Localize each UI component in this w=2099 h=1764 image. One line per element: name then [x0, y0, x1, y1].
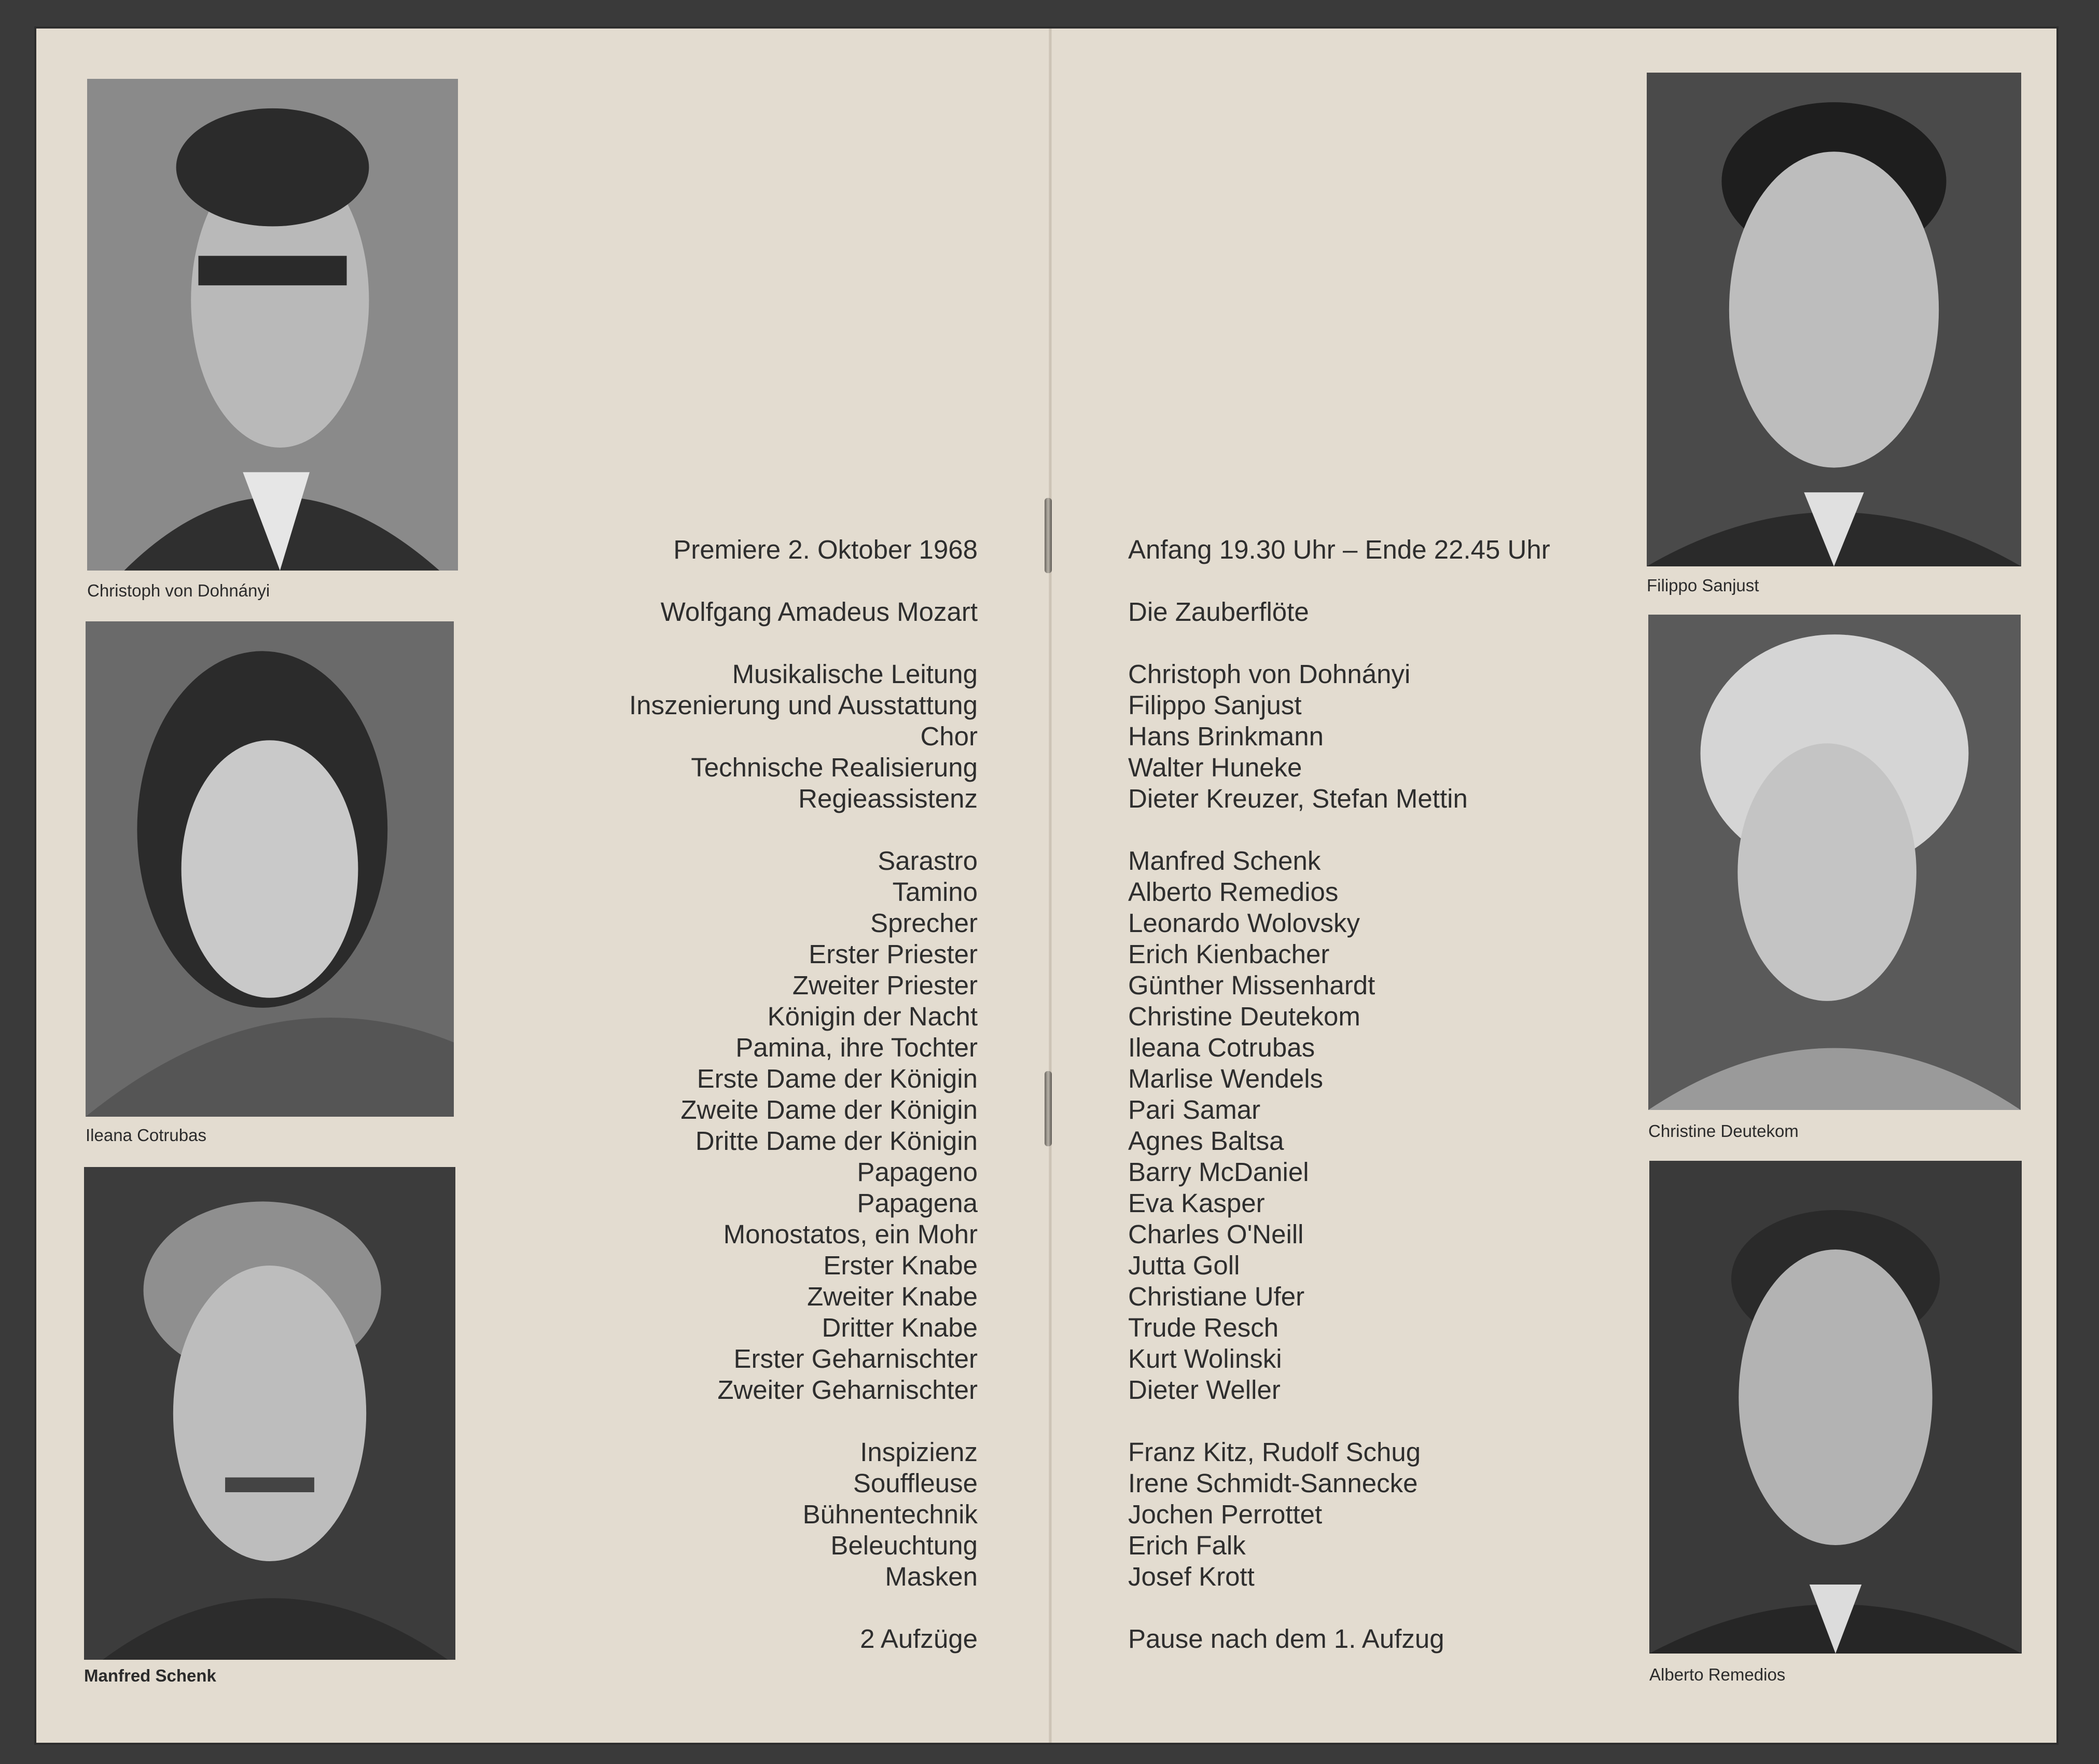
- role-label: Inszenierung und Ausstattung: [629, 690, 978, 720]
- role-label: Erster Knabe: [823, 1251, 978, 1280]
- person-name: Jutta Goll: [1128, 1251, 1240, 1280]
- portrait-photo-remedios: [1649, 1161, 2022, 1654]
- role-label: Masken: [885, 1562, 978, 1591]
- role-label: Zweiter Geharnischter: [717, 1375, 978, 1405]
- person-name: Leonardo Wolovsky: [1128, 908, 1360, 938]
- role-label: Monostatos, ein Mohr: [723, 1219, 978, 1249]
- person-name: Agnes Baltsa: [1128, 1126, 1284, 1156]
- person-name: Josef Krott: [1128, 1562, 1255, 1591]
- person-name: Marlise Wendels: [1128, 1064, 1324, 1093]
- person-name: Christoph von Dohnányi: [1128, 659, 1411, 689]
- role-label: Erste Dame der Königin: [697, 1064, 978, 1093]
- portrait-photo-cotrubas: [86, 621, 454, 1117]
- role-label: Inspizienz: [860, 1437, 978, 1467]
- role-label: Pamina, ihre Tochter: [735, 1033, 978, 1062]
- role-label: Dritter Knabe: [822, 1313, 978, 1342]
- person-name: Christine Deutekom: [1128, 1002, 1360, 1031]
- role-label: Zweiter Knabe: [807, 1282, 978, 1311]
- role-label: Technische Realisierung: [691, 753, 978, 782]
- center-fold: [1049, 29, 1052, 1743]
- role-label: Regieassistenz: [798, 784, 978, 813]
- role-label: Tamino: [892, 877, 978, 907]
- role-label: Zweiter Priester: [792, 970, 978, 1000]
- role-label: Papagena: [857, 1188, 978, 1218]
- caption-remedios: Alberto Remedios: [1649, 1665, 1786, 1684]
- caption-deutekom: Christine Deutekom: [1648, 1121, 1799, 1141]
- role-label: Beleuchtung: [830, 1531, 978, 1560]
- person-name: Christiane Ufer: [1128, 1282, 1305, 1311]
- acts-line: 2 Aufzüge: [860, 1624, 978, 1654]
- person-name: Kurt Wolinski: [1128, 1344, 1282, 1373]
- role-label: Bühnentechnik: [802, 1499, 978, 1529]
- role-label: Sprecher: [870, 908, 978, 938]
- role-label: Dritte Dame der Königin: [695, 1126, 978, 1156]
- person-name: Charles O'Neill: [1128, 1219, 1304, 1249]
- role-label: Chor: [920, 721, 978, 751]
- person-name: Dieter Kreuzer, Stefan Mettin: [1128, 784, 1468, 813]
- person-name: Eva Kasper: [1128, 1188, 1265, 1218]
- portrait-photo-deutekom: [1648, 615, 2021, 1110]
- person-name: Trude Resch: [1128, 1313, 1279, 1342]
- staple-top: [1045, 498, 1052, 573]
- person-name: Dieter Weller: [1128, 1375, 1281, 1405]
- pause-line: Pause nach dem 1. Aufzug: [1128, 1624, 1444, 1654]
- person-name: Pari Samar: [1128, 1095, 1261, 1124]
- caption-sanjust: Filippo Sanjust: [1647, 576, 1759, 595]
- person-name: Alberto Remedios: [1128, 877, 1339, 907]
- portrait-photo-schenk: [84, 1167, 455, 1660]
- person-name: Manfred Schenk: [1128, 846, 1321, 876]
- role-label: Königin der Nacht: [767, 1002, 978, 1031]
- person-name: Erich Falk: [1128, 1531, 1246, 1560]
- role-label: Zweite Dame der Königin: [680, 1095, 978, 1124]
- names-column: [1128, 534, 1647, 1655]
- person-name: Ileana Cotrubas: [1128, 1033, 1315, 1062]
- portrait-photo-dohnanyi: [87, 79, 458, 571]
- role-label: Erster Geharnischter: [733, 1344, 978, 1373]
- premiere-line: Premiere 2. Oktober 1968: [673, 535, 978, 564]
- role-label: Souffleuse: [853, 1468, 978, 1498]
- person-name: Erich Kienbacher: [1128, 939, 1330, 969]
- role-label: Erster Priester: [809, 939, 978, 969]
- staple-bottom: [1045, 1071, 1052, 1146]
- portrait-photo-sanjust: [1647, 73, 2021, 566]
- person-name: Jochen Perrottet: [1128, 1499, 1323, 1529]
- person-name: Irene Schmidt-Sannecke: [1128, 1468, 1418, 1498]
- role-label: Sarastro: [878, 846, 978, 876]
- person-name: Filippo Sanjust: [1128, 690, 1302, 720]
- opera-title: Die Zauberflöte: [1128, 597, 1309, 627]
- person-name: Hans Brinkmann: [1128, 721, 1324, 751]
- person-name: Barry McDaniel: [1128, 1157, 1309, 1187]
- roles-column: [571, 534, 978, 1655]
- person-name: Franz Kitz, Rudolf Schug: [1128, 1437, 1421, 1467]
- caption-dohnanyi: Christoph von Dohnányi: [87, 581, 270, 600]
- caption-schenk: Manfred Schenk: [84, 1666, 216, 1685]
- role-label: Papageno: [857, 1157, 978, 1187]
- person-name: Walter Huneke: [1128, 753, 1302, 782]
- times-line: Anfang 19.30 Uhr – Ende 22.45 Uhr: [1128, 535, 1550, 564]
- composer-line: Wolfgang Amadeus Mozart: [660, 597, 978, 627]
- person-name: Günther Missenhardt: [1128, 970, 1375, 1000]
- role-label: Musikalische Leitung: [732, 659, 978, 689]
- caption-cotrubas: Ileana Cotrubas: [86, 1126, 206, 1145]
